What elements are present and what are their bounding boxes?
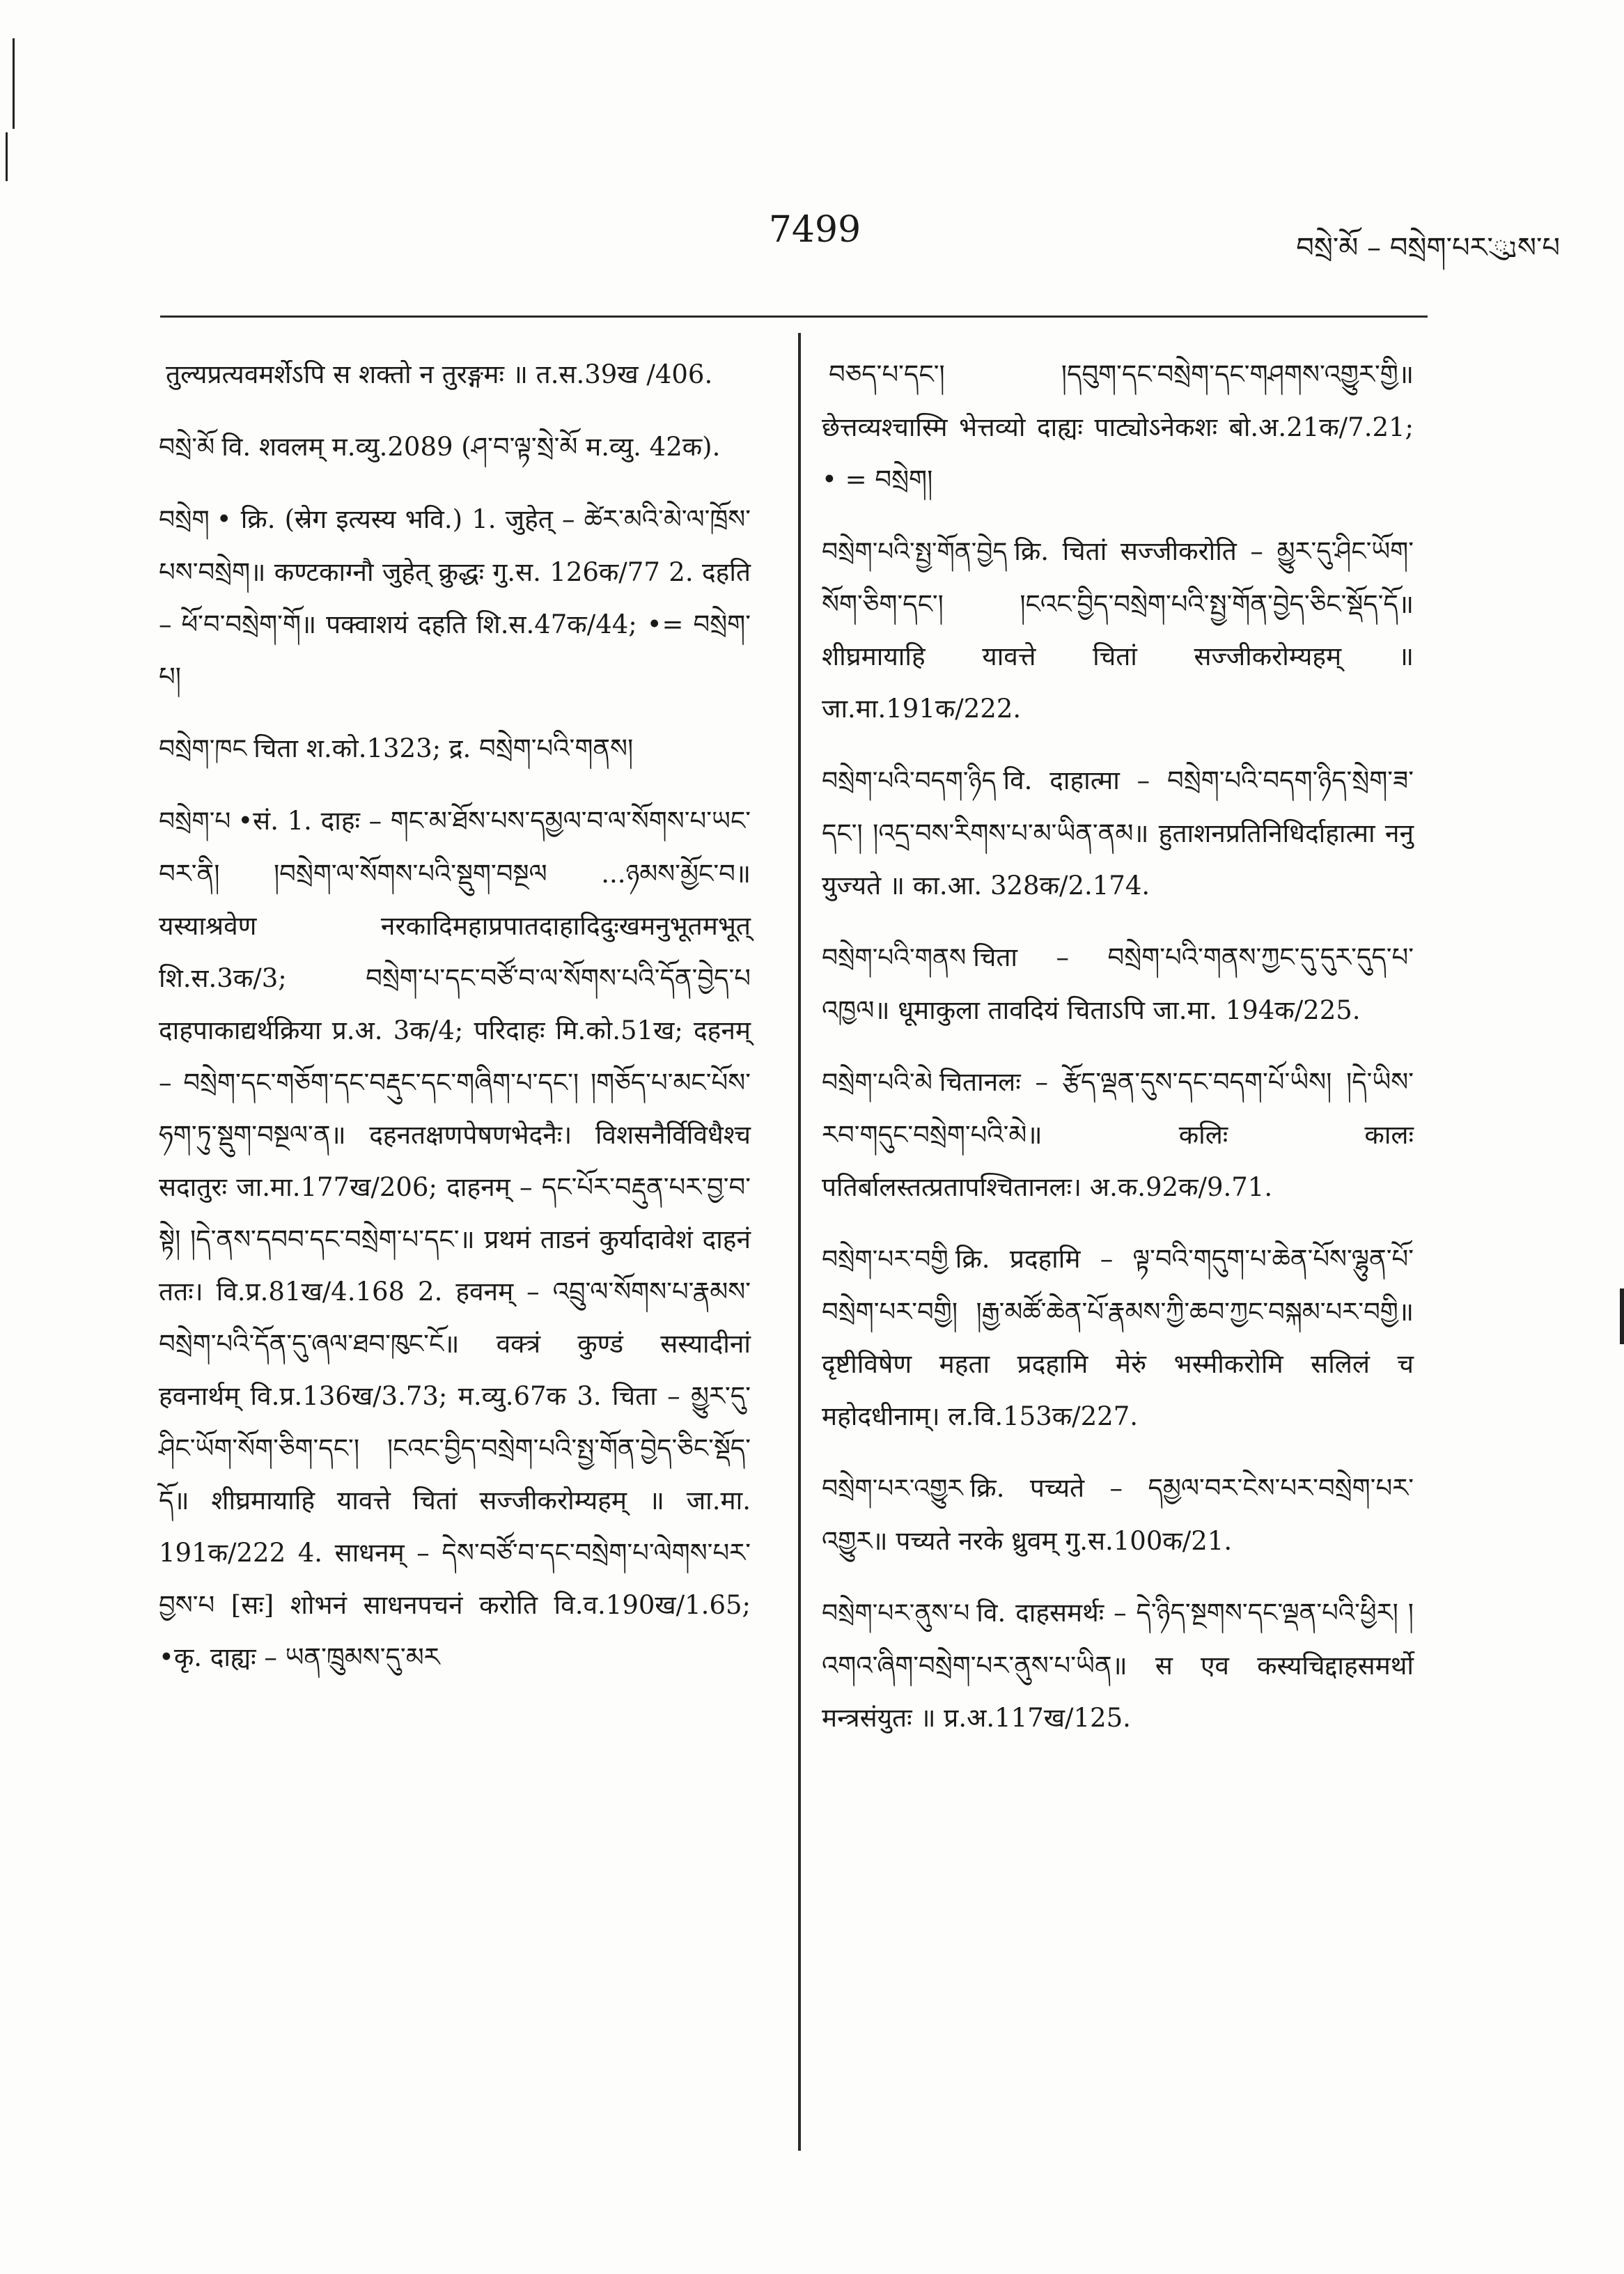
entry <box>822 1462 1414 1567</box>
entry <box>159 421 751 474</box>
margin-mark <box>6 132 8 181</box>
entry <box>822 931 1414 1036</box>
entry <box>822 348 1414 506</box>
headword: བསྲེག་པ <box>159 807 231 836</box>
column-divider <box>798 333 801 2151</box>
headword: བསྲེག་པའི་མེ <box>822 1068 932 1097</box>
headword: བསྲེག <box>159 506 210 534</box>
entry <box>159 795 751 1683</box>
running-header: བསྲེ་མོ – བསྲེག་པར་נུས་པ <box>1296 232 1560 264</box>
entry-text: क्रि. चितां सज्जीकरोति – མྱུར་དུ་ཤིང་ཡོག་སོག་ཅིག་དང་། །ངའང་བྱིད་བསྲེག་པའི་སྤྱ་གོན་བྱེད་ཅིང་སྡོད་དོ॥ शीघ्रमायाहि यावत्ते चितां सज्जीकरोम्यहम् ॥ जा.मा.191क/222. <box>822 536 1414 724</box>
entry <box>822 525 1414 735</box>
entry-text: • क्रि. (स्रेग इत्यस्य भवि.) 1. जुहेत् – ཚེར་མའི་མེ་ལ་ཁྲོས་པས་བསྲེག॥ कण्टकाग्नौ जुहेत् क्रुद्धः गु.स. 126क/77 2. दहति – ཕོ་བ་བསྲེག་གོ॥ पक्वाशयं दहति शि.स.47क/44; •= བསྲེག་པ། <box>159 504 751 692</box>
entry <box>159 348 751 401</box>
entry <box>822 1233 1414 1442</box>
headword: བསྲེག་ཁང <box>159 735 247 763</box>
headword: བསྲེག་པའི་གནས <box>822 944 967 972</box>
entry-text: བཅད་པ་དང་། །དབུག་དང་བསྲེག་དང་གཤགས་འགྱུར་གྱི॥ छेत्तव्यश्चास्मि भेत्तव्यो दाह्यः पाट्योऽनेकशः बो.अ.21क/7.21; • = བསྲེག། <box>822 359 1414 494</box>
entry-text: वि. दाहसमर्थः – དེ་ཉིད་སྔགས་དང་ལྡན་པའི་ཕྱིར། །འགའ་ཞིག་བསྲེག་པར་ནུས་པ་ཡིན॥ स एव कस्यचिद्दाहसमर्थो मन्त्रसंयुतः ॥ प्र.अ.117ख/125. <box>822 1598 1414 1733</box>
entry-text: चितानलः – རྩོད་ལྡན་དུས་དང་བདག་པོ་ཡིས། །དེ་ཡིས་རབ་གདུང་བསྲེག་པའི་མེ॥ कलिः कालः पतिर्बालस्तत्प्रतापश्चितानलः। अ.क.92क/9.71. <box>822 1067 1414 1202</box>
entry-text: वि. दाहात्मा – བསྲེག་པའི་བདག་ཉིད་སྲེག་ཟ་དང་། །འདྲ་བས་རིགས་པ་མ་ཡིན་ནམ॥ हुताशनप्रतिनिधिर्दाहात्मा ननु युज्यते ॥ का.आ. 328क/2.174. <box>822 765 1414 901</box>
entry <box>159 722 751 775</box>
headword: བསྲེག་པའི་སྤྱ་གོན་བྱེད <box>822 538 1008 566</box>
right-column <box>822 348 1414 1763</box>
headword: བསྲེག་པར་བགྱི <box>822 1245 948 1274</box>
entry <box>159 493 751 703</box>
entry <box>822 754 1414 912</box>
headword: བསྲེག་པའི་བདག་ཉིད <box>822 767 997 795</box>
margin-mark <box>13 38 15 129</box>
header-rule <box>160 316 1428 318</box>
entry-text: चिता श.को.1323; द्र. བསྲེག་པའི་གནས། <box>253 733 634 763</box>
entry <box>822 1587 1414 1744</box>
entry-text: क्रि. पच्यते – དམྱལ་བར་ངེས་པར་བསྲེག་པར་འགྱུར॥ पच्यते नरके ध्रुवम् गु.स.100क/21. <box>822 1473 1414 1556</box>
headword: བསྲེག་པར་ནུས་པ <box>822 1599 970 1628</box>
entry <box>822 1056 1414 1213</box>
entry-text: तुल्यप्रत्यवमर्शेऽपि स शक्तो न तुरङ्गमः ॥ त.स.39ख /406. <box>166 359 713 389</box>
entry-text: •सं. 1. दाहः – གང་མ་ཐོས་པས་དམྱལ་བ་ལ་སོགས་པ་ཡང་བར་ནི། །བསྲེག་ལ་སོགས་པའི་སྡུག་བསྔལ ...ཉམས་མྱོང་བ॥ यस्याश्रवेण नरकादिमहाप्रपातदाहादिदुःखमनुभूतमभूत् शि.स.3क/3; བསྲེག་པ་དང་བཙོ་བ་ལ་སོགས་པའི་དོན་བྱེད་པ दाहपाकाद्यर्थक्रिया प्र.अ. 3क/4; परिदाहः मि.को.51ख; दहनम् – བསྲེག་དང་གཅོག་དང་བརྡུང་དང་གཞིག་པ་དང་། །གཅོད་པ་མང་པོས་ཧག་ཏུ་སྡུག་བསྔལ་ན॥ दहनतक्षणपेषणभेदनैः। विशसनैर्विविधैश्च सदातुरः जा.मा.177ख/206; दाहनम् – དང་པོར་བརྡུན་པར་བྱ་བ་སྟེ། །དེ་ནས་དབབ་དང་བསྲེག་པ་དང་॥ प्रथमं ताडनं कुर्यादावेशं दाहनं ततः। वि.प्र.81ख/4.168 2. हवनम् – འབྲུ་ལ་སོགས་པ་རྣམས་བསྲེག་པའི་དོན་དུ་ཞལ་ཐབ་ཁུང་ངོ॥ वक्त्रं कुण्डं सस्यादीनां हवनार्थम् वि.प्र.136ख/3.73; म.व्यु.67क 3. चिता – མྱུར་དུ་ཤིང་ཡོག་སོག་ཅིག་དང་། །ངའང་བྱིད་བསྲེག་པའི་སྤྱ་གོན་བྱེད་ཅིང་སྡོད་དོ॥ शीघ्रमायाहि यावत्ते चितां सज्जीकरोम्यहम् ॥ जा.मा. 191क/222 4. साधनम् – དེས་བཙོ་བ་དང་བསྲེག་པ་ལེགས་པར་བྱས་པ [सः] शोभनं साधनपचनं करोति वि.व.190ख/1.65; •कृ. दाह्यः – ཡན་ཁྲུམས་དུ་མར <box>159 806 751 1672</box>
entry-text: वि. शवलम् म.व्यु.2089 (ཤ་བ་ལྟ་སྲེ་མོ म.व्यु. 42क). <box>221 432 721 462</box>
entry-text: क्रि. प्रदहामि – ལྟ་བའི་གདུག་པ་ཆེན་པོས་ལྷུན་པོ་བསྲེག་པར་བགྱི། །རྒྱ་མཚོ་ཆེན་པོ་རྣམས་ཀྱི་ཆབ་ཀྱང་བསྐམ་པར་བགྱི॥ दृष्टीविषेण महता प्रदहामि मेरुं भस्मीकरोमि सलिलं च महोदधीनाम्। ल.वि.153क/227. <box>822 1244 1414 1431</box>
headword: བསྲེག་པར་འགྱུར <box>822 1474 963 1503</box>
left-column <box>159 348 751 1703</box>
page-number: 7499 <box>768 209 861 251</box>
headword: བསྲེ་མོ <box>159 433 215 462</box>
entry-text: चिता – བསྲེག་པའི་གནས་ཀྱང་དུ་དུར་དུད་པ་འཁྱལ॥ धूमाकुला तावदियं चिताऽपि जा.मा. 194क/225. <box>822 942 1414 1025</box>
edge-mark <box>1620 1288 1624 1344</box>
